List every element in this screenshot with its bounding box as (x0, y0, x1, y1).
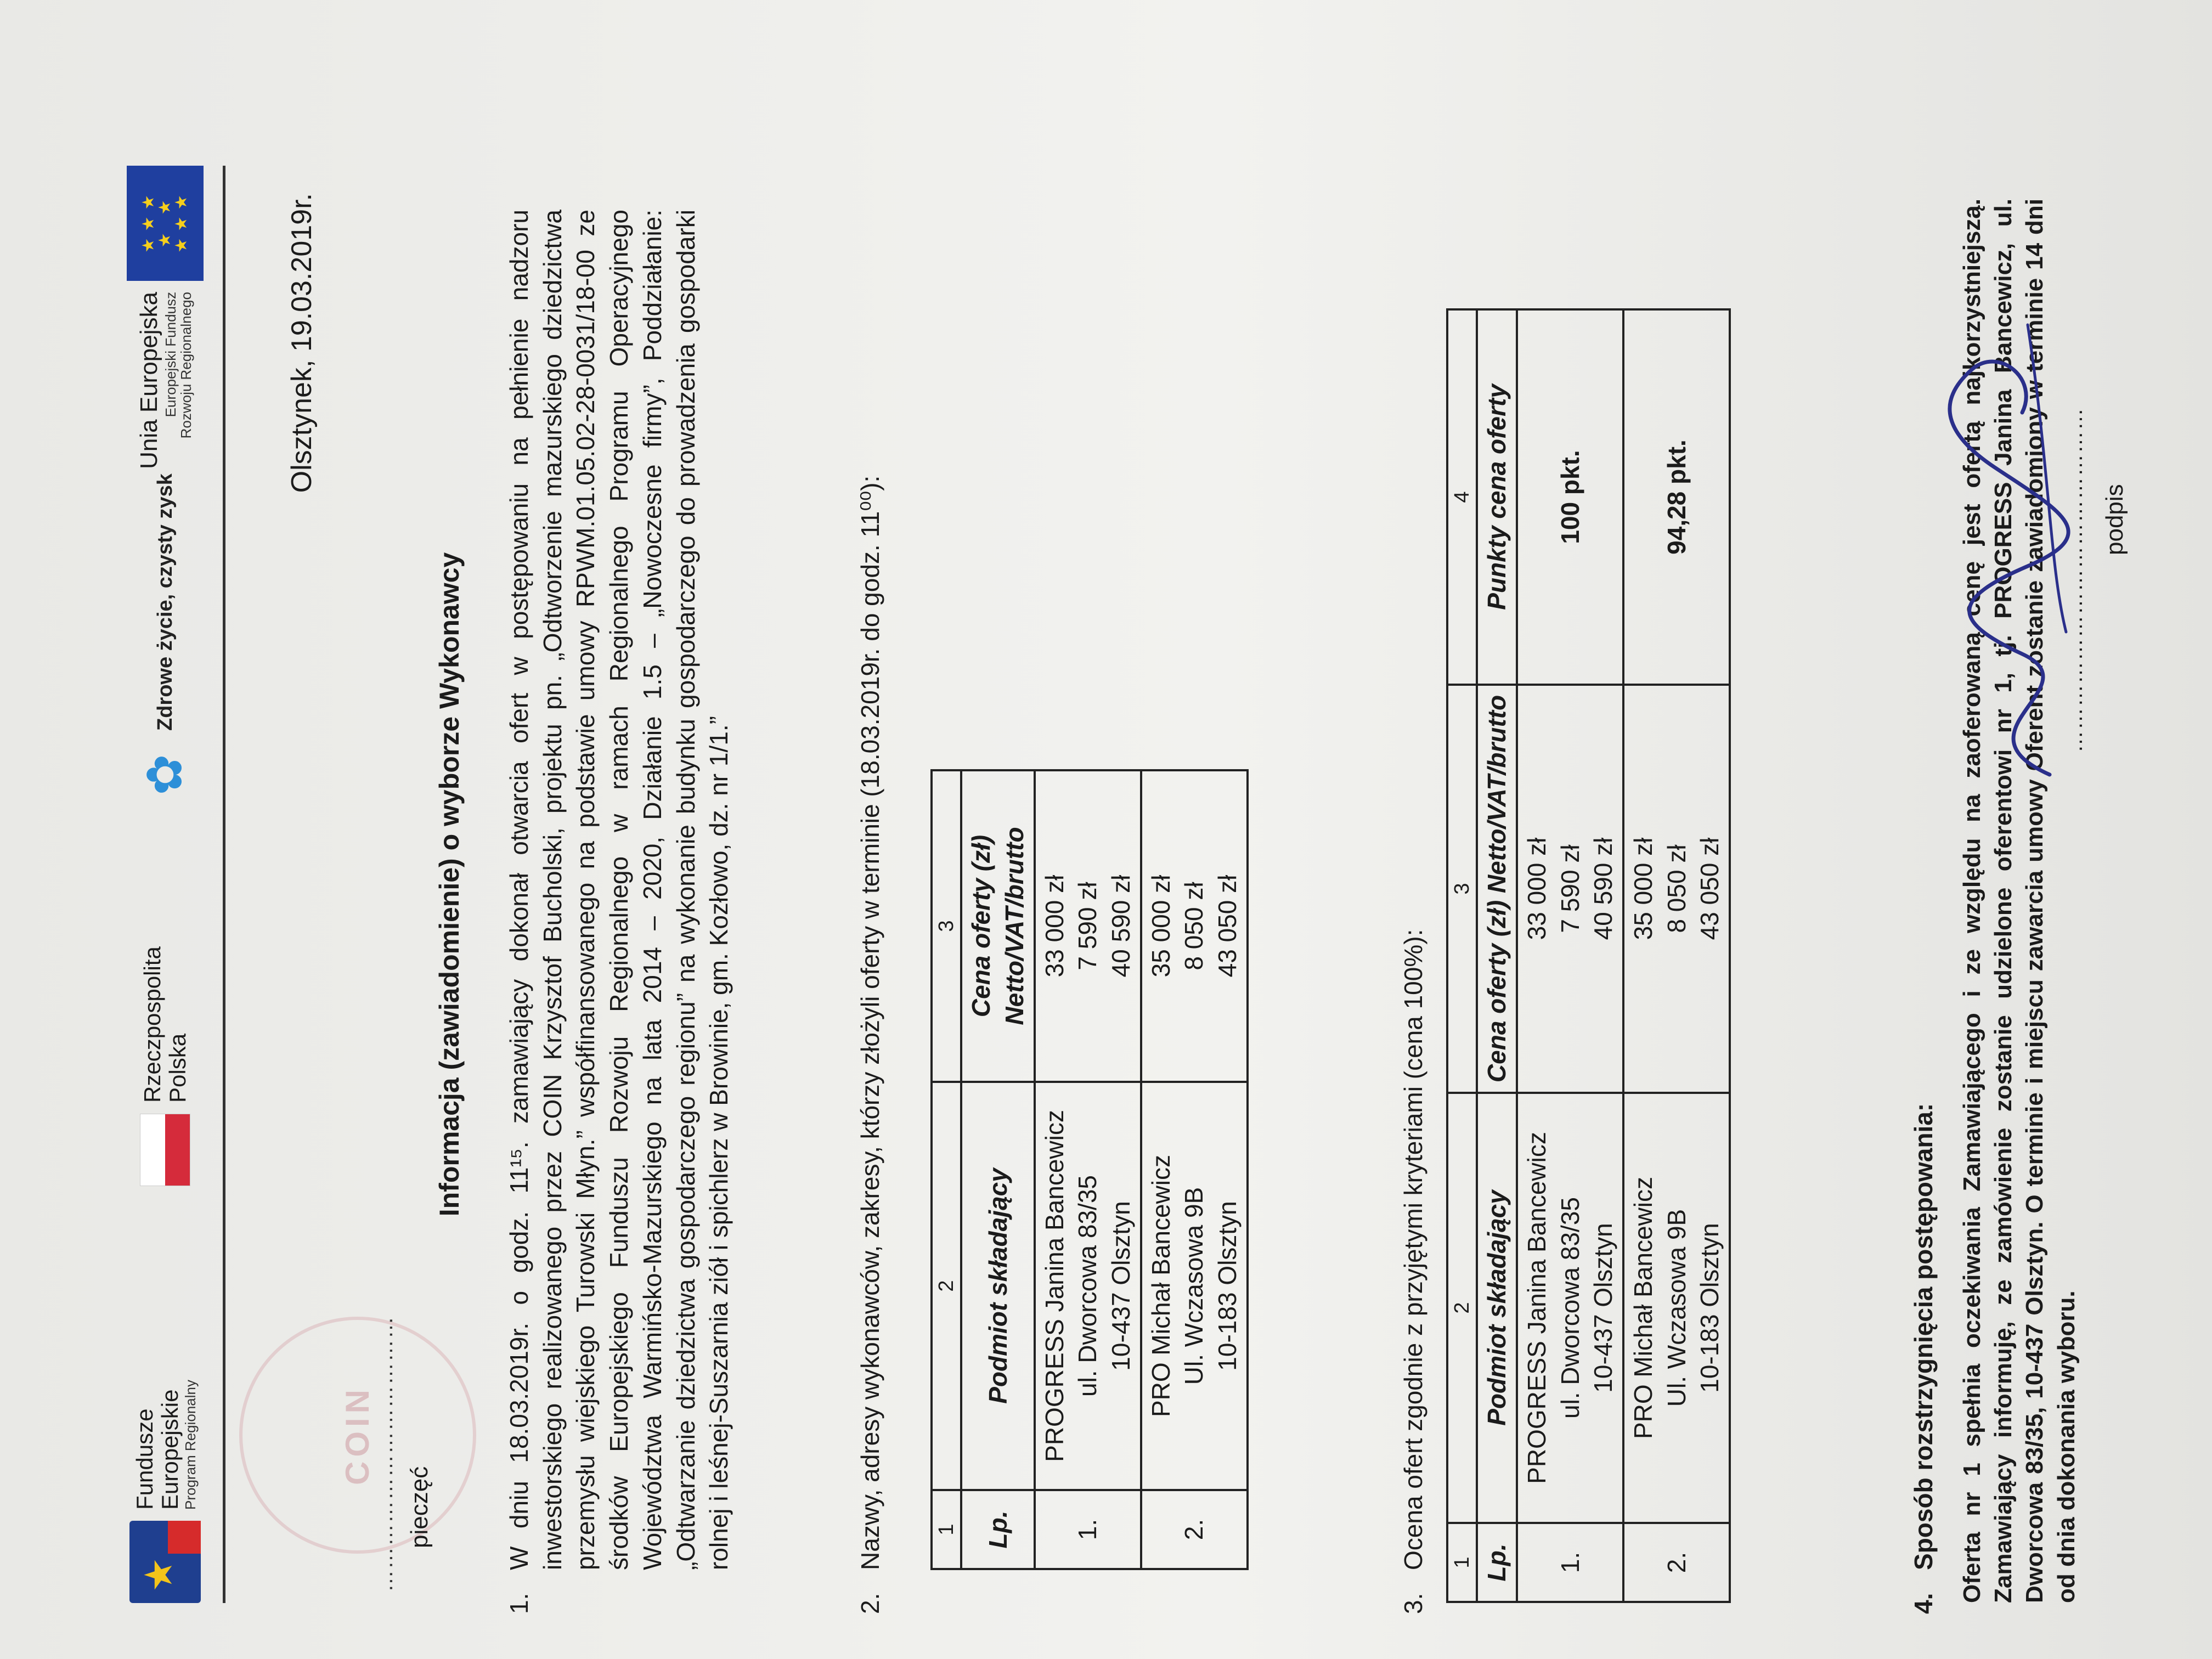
table-header-row (961, 770, 1034, 1569)
section-3-number: 3. (1399, 1593, 1427, 1614)
rp-line1: Rzeczpospolita (139, 946, 165, 1103)
document-title: Informacja (zawiadomienie) o wyborze Wykonawcy (434, 552, 465, 1217)
price-brutto: 43 050 zł (1695, 837, 1724, 940)
table-header-row (1477, 309, 1517, 1602)
price-brutto: 43 050 zł (1213, 874, 1242, 978)
company-name: PRO Michał Bancewicz (1629, 1176, 1658, 1440)
stamp-label: pieczęć (406, 1466, 433, 1548)
section-3 (1397, 210, 1430, 1614)
index-cell: 4 (1447, 309, 1477, 685)
price-vat: 8 050 zł (1180, 882, 1209, 970)
section-1 (503, 210, 736, 1614)
table-index-row (932, 770, 961, 1569)
price-netto: 35 000 zł (1629, 837, 1658, 940)
price-vat: 7 590 zł (1073, 882, 1102, 970)
company-city: 10-183 Olsztyn (1213, 1201, 1242, 1371)
table-row (1035, 770, 1141, 1569)
polish-flag-icon (140, 1114, 190, 1186)
company-street: Ul. Wczasowa 9B (1180, 1187, 1209, 1385)
company-street: Ul. Wczasowa 9B (1662, 1209, 1691, 1407)
index-cell: 3 (1447, 685, 1477, 1093)
header-lp: Lp. (1477, 1523, 1517, 1602)
table-row (1517, 309, 1623, 1602)
warmia-mazury-logo (124, 473, 206, 808)
warmia-mazury-icon: ✿ (137, 754, 193, 795)
company-street: ul. Dworcowa 83/35 (1555, 1197, 1584, 1419)
company-name: PROGRESS Janina Bancewicz (1522, 1132, 1551, 1484)
cell-lp: 1. (1035, 1490, 1141, 1569)
header-lp: Lp. (961, 1490, 1034, 1569)
ue-line3: Rozwoju Regionalnego (178, 292, 195, 439)
index-cell: 1 (932, 1490, 961, 1569)
rp-line2: Polska (165, 1033, 190, 1103)
conclusion-text: Oferta nr 1 spełnia oczekiwania Zamawiającego i ze względu na zaoferowaną cenę jest ofertą najkorzystniejszą. Zamawiający informuję, ze zamówienie zostanie udzielone oferentowi nr 1, tj. PROGRESS Janina Bancewicz, ul. Dworcowa 83/35, 10-437 Olsztyn. O terminie i miejscu zawarcia umowy Oferent zostanie zawiadomiony w terminie 14 dni od dnia dokonania wyboru. (1959, 199, 2080, 1603)
section-4-text: Sposób rozstrzygnięcia postępowania: (1909, 1103, 1938, 1570)
fe-line2: Europejskie (156, 1389, 183, 1510)
fundusze-europejskie-logo (124, 1380, 206, 1603)
stamp-dots: ……………………………… (373, 1316, 397, 1592)
index-cell: 2 (1447, 1093, 1477, 1523)
company-city: 10-183 Olsztyn (1695, 1223, 1724, 1393)
cell-cena (1141, 770, 1248, 1082)
company-stamp: COIN (239, 1317, 476, 1554)
ue-line2: Europejski Fundusz (162, 292, 179, 417)
ue-line1: Unia Europejska (136, 292, 163, 469)
price-netto: 35 000 zł (1146, 874, 1175, 978)
section-3-text: Ocena ofert zgodnie z przyjętymi kryteriami (cena 100%): (1399, 929, 1427, 1570)
table-row (1141, 770, 1248, 1569)
cell-punkty: 100 pkt. (1517, 309, 1623, 685)
index-cell: 1 (1447, 1523, 1477, 1602)
stamp-area (239, 1208, 433, 1592)
wm-motto: Zdrowe życie, czysty zysk (153, 473, 177, 731)
document-date: Olsztynek, 19.03.2019r. (286, 193, 318, 493)
header-cena: Cena oferty (zł) Netto/VAT/brutto (961, 770, 1034, 1082)
cell-podmiot (1623, 1093, 1730, 1523)
document-page (75, 116, 2137, 1652)
cell-podmiot (1141, 1082, 1248, 1490)
signature-dots: ……………………………………… (2063, 407, 2087, 753)
unia-europejska-logo (124, 166, 206, 469)
header-podmiot: Podmiot składający (961, 1082, 1034, 1490)
fe-star-icon: ★ (129, 1521, 201, 1603)
fe-line3: Program Regionalny (182, 1379, 199, 1510)
table-row (1623, 309, 1730, 1602)
company-name: PRO Michał Bancewicz (1146, 1154, 1175, 1418)
section-2-text: Nazwy, adresy wykonawców, zakresy, którzy złożyli oferty w terminie (18.03.2019r. do godz. 11⁰⁰): (856, 475, 884, 1570)
signature-label: podpis (2101, 484, 2128, 555)
cell-lp: 2. (1141, 1490, 1248, 1569)
cell-cena (1517, 685, 1623, 1093)
cell-podmiot (1517, 1093, 1623, 1523)
fe-line1: Fundusze (131, 1408, 157, 1510)
header-cena: Cena oferty (zł) Netto/VAT/brutto (1477, 685, 1517, 1093)
rzeczpospolita-logo (124, 946, 206, 1186)
section-4-number: 4. (1909, 1593, 1938, 1614)
evaluation-table (1446, 308, 1731, 1603)
cell-podmiot (1035, 1082, 1141, 1490)
header-logos (108, 166, 225, 1603)
section-2 (854, 210, 887, 1614)
price-brutto: 40 590 zł (1589, 837, 1618, 940)
company-street: ul. Dworcowa 83/35 (1073, 1175, 1102, 1397)
table-index-row (1447, 309, 1477, 1602)
eu-flag-icon: ★ ★ ★ ★ ★ ★ ★ ★ (127, 166, 204, 281)
index-cell: 3 (932, 770, 961, 1082)
cell-lp: 2. (1623, 1523, 1730, 1602)
company-city: 10-437 Olsztyn (1589, 1223, 1618, 1393)
offers-table (930, 769, 1249, 1570)
section-1-text: W dniu 18.03.2019r. o godz. 11¹⁵. zamawiający dokonał otwarcia ofert w postępowaniu na pełnienie nadzoru inwestorskiego realizowanego przez COIN Krzysztof Bucholski, projektu pn. „Odtworzenie mazurskiego dziedzictwa przemysłu wiejskiego Turowski Młyn.” współfinansowanego na podstawie umowy RPWM.01.05.02-28-0031/18-00 ze środków Europejskiego Funduszu Rozwoju Regionalnego w ramach Regionalnego Programu Operacyjnego Województwa Warmińsko-Mazurskiego na lata 2014 – 2020, Działanie 1.5 – „Nowoczesne firmy”, Poddziałanie: „Odtwarzanie dziedzictwa gospodarczego regionu” na wykonanie budynku gospodarczego do prowadzenia gospodarki rolnej i leśnej-Suszarnia ziół i spichlerz w Browinie, gm. Kozłowo, dz. nr 1/1.” (505, 210, 733, 1570)
price-vat: 7 590 zł (1555, 844, 1584, 933)
price-netto: 33 000 zł (1522, 837, 1551, 940)
section-1-number: 1. (505, 1593, 533, 1614)
section-2-number: 2. (856, 1593, 884, 1614)
company-name: PROGRESS Janina Bancewicz (1040, 1110, 1069, 1462)
cell-cena (1623, 685, 1730, 1093)
cell-punkty: 94,28 pkt. (1623, 309, 1730, 685)
header-punkty: Punkty cena oferty (1477, 309, 1517, 685)
price-brutto: 40 590 zł (1107, 874, 1136, 978)
header-podmiot: Podmiot składający (1477, 1093, 1517, 1523)
cell-cena (1035, 770, 1141, 1082)
index-cell: 2 (932, 1082, 961, 1490)
cell-lp: 1. (1517, 1523, 1623, 1602)
price-netto: 33 000 zł (1040, 874, 1069, 978)
company-city: 10-437 Olsztyn (1107, 1201, 1136, 1371)
price-vat: 8 050 zł (1662, 844, 1691, 933)
